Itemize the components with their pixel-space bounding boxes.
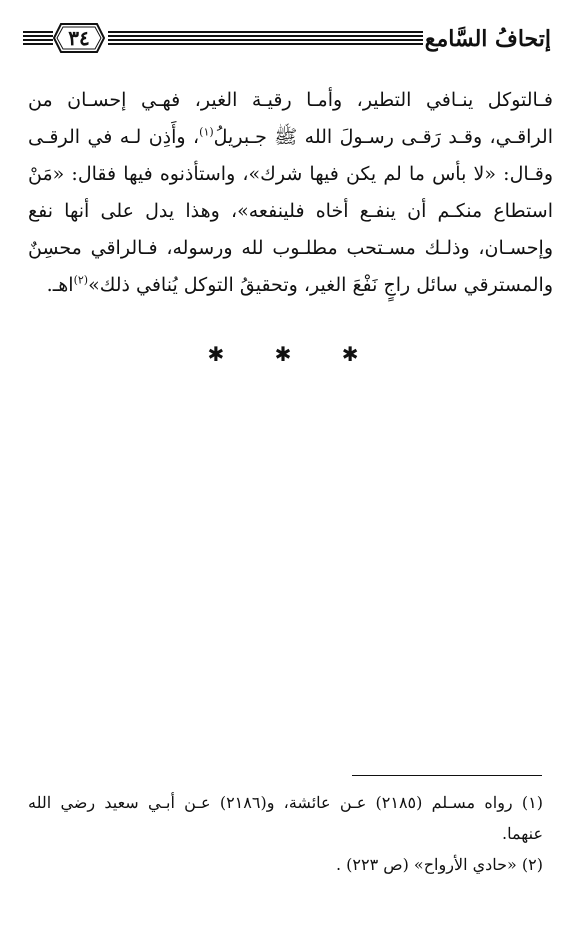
footnote-2-number: (٢)	[521, 855, 543, 874]
main-text	[28, 82, 553, 304]
paragraph-text-start: فـالتوكل ينـافي التطير، وأمـا رقيـة الغير، فهـي إحسـان من الراقـي، وقـد رَقـى رسـولَ الله ﷺ جـبريلُ	[28, 89, 553, 148]
footnotes	[28, 787, 543, 880]
header-rule-lines	[108, 31, 423, 45]
footnote-ref-1: (١)	[199, 125, 214, 139]
header-rule-lines-left	[23, 31, 53, 45]
paragraph-text-end: اهـ.	[46, 274, 74, 296]
footnote-2	[28, 849, 543, 880]
running-title: إتحافُ السَّامع	[424, 26, 551, 52]
paragraph	[28, 82, 553, 304]
paragraph-text-middle: ، وأَذِن لـه في الرقـى وقـال: «لا بأس ما لم يكن فيها شرك»، واستأذنوه فيها فقال: «مَنْ استطاع منكـم أن ينفـع أخاه فلينفعه»، وهذا يدل على أنها نفع وإحسـان، وذلـك مسـتحب مطلـوب لله ورسوله، فـالراقي محسِنٌ والمسترقي سائل راجٍ نَفْعَ الغير، وتحقيقُ التوكل يُنافي ذلك»	[28, 126, 553, 296]
footnote-1-number: (١)	[521, 793, 544, 812]
footnote-ref-2: (٢)	[73, 273, 89, 287]
footnote-divider	[352, 775, 542, 776]
page-number-frame	[53, 22, 105, 54]
footnote-1-text: رواه مسـلم (٢١٨٥) عـن عائشة، و(٢١٨٦) عـن أبـي سعيد رضي الله عنهما.	[28, 793, 543, 843]
page-number: ٣٤	[68, 26, 90, 50]
footnote-1	[28, 787, 543, 849]
page-header	[16, 22, 551, 68]
footnote-2-text: «حادي الأرواح» (ص ٢٢٣) .	[335, 855, 517, 874]
section-separator: ✱ ✱ ✱	[207, 342, 381, 366]
